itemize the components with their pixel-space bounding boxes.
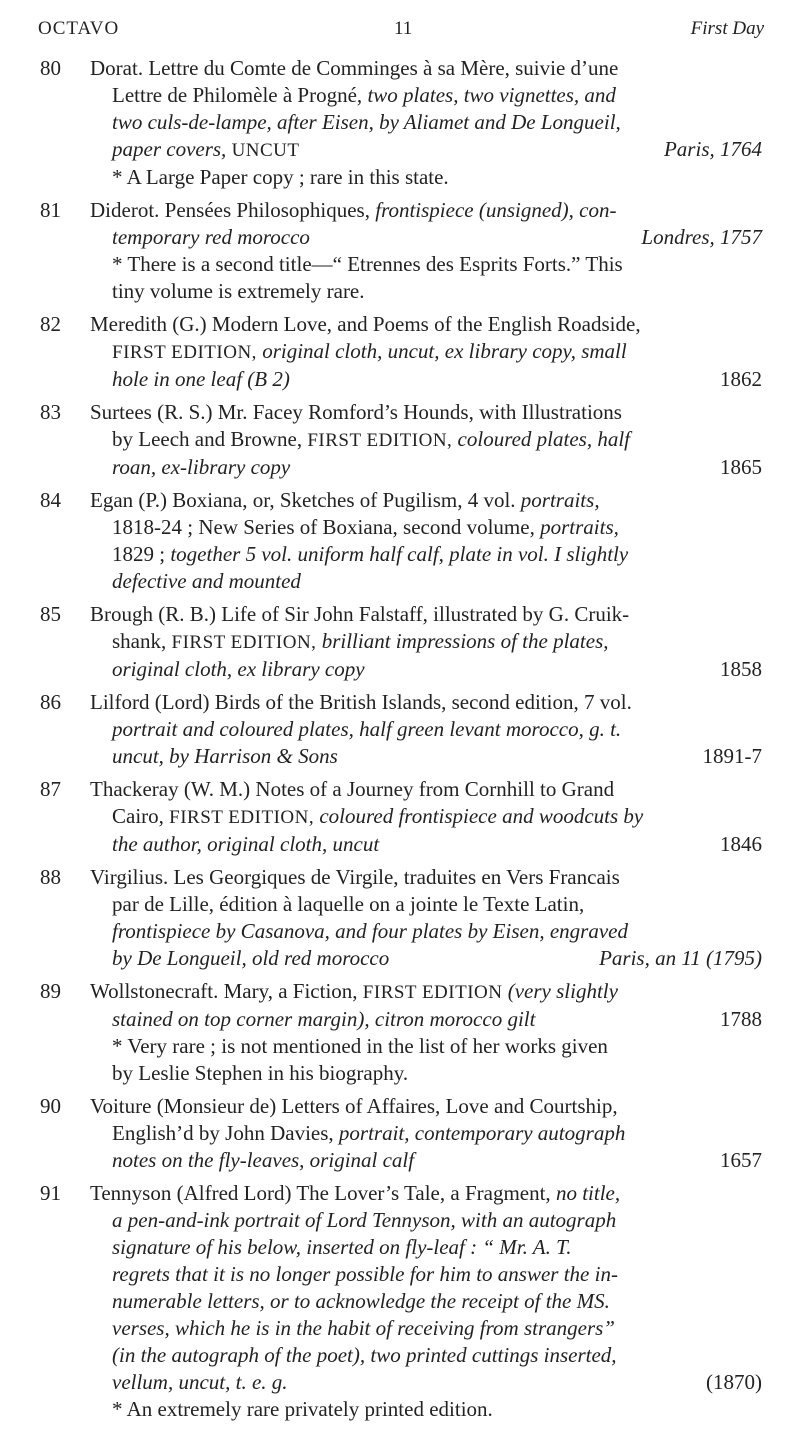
entry-text [112,717,621,741]
text-segment: (in the autograph of the poet), two printed cuttings inserted, [112,1343,617,1367]
catalogue-entry [0,487,800,595]
entry-text [112,136,300,164]
text-segment: original cloth, ex library copy [112,657,365,681]
entry-text [112,743,338,770]
catalogue-entry [0,978,800,1087]
entry-text [90,865,620,889]
entry-text [112,1369,288,1396]
catalogue-entry [0,197,800,305]
text-segment: * There is a second title—“ Etrennes des Esprits Forts.” This [112,252,623,276]
entry-text [112,83,616,107]
publication-date: 1865 [720,455,762,479]
entry-text [112,804,643,828]
entry-line [90,541,766,568]
entry-line [90,224,766,251]
catalogue-entry [0,864,800,972]
entry-text [112,1316,615,1340]
text-segment: 1818-24 ; New Series of Boxiana, second volume, [112,515,541,539]
text-segment: portrait and coloured plates, half green levant morocco, g. t. [112,717,622,741]
catalogue-entries [0,55,800,1429]
text-segment: roan, ex-library copy [112,455,291,479]
text-segment: no title, [555,1181,621,1205]
entry-line [90,1261,766,1288]
lot-number: 82 [40,312,61,336]
entry-line [90,278,766,305]
entry-text [112,1147,414,1174]
text-segment: Dorat. Lettre du Comte de Comminges à sa Mère, suivie d’une [90,56,619,80]
text-segment: Virgilius. Les Georgiques de Virgile, traduites en Vers Francais [90,865,620,889]
entry-line [90,864,766,891]
text-segment: verses, which he is in the habit of receiving from strangers” [112,1316,615,1340]
entry-text [90,56,618,80]
lot-number: 91 [40,1181,61,1205]
entry-line [90,601,766,628]
lot-number: 86 [40,690,61,714]
text-segment: Wollstonecraft. Mary, a Fiction, [90,979,363,1003]
entry-line [90,1315,766,1342]
entry-line [90,918,766,945]
text-segment: hole in one leaf (B 2) [112,367,290,391]
entry-text [112,1006,535,1033]
text-segment: * Very rare ; is not mentioned in the list of her works given [112,1034,608,1058]
entry-line [90,1180,766,1207]
text-segment: paper covers, [112,137,232,161]
text-segment: * A Large Paper copy ; rare in this state. [112,165,449,189]
text-segment: notes on the fly-leaves, original calf [112,1148,415,1172]
entry-line [90,891,766,918]
entry-line [90,716,766,743]
publication-date: 1846 [720,832,762,856]
entry-line [90,338,766,366]
lot-number: 88 [40,865,61,889]
entry-text [90,1094,618,1118]
catalogue-entry [0,776,800,858]
text-segment: FIRST EDITION, [307,430,458,451]
entry-text [112,1235,571,1259]
entry-text [112,629,609,653]
catalogue-entry [0,1093,800,1174]
text-segment: stained on top corner margin), citron morocco gilt [112,1007,536,1031]
entry-text [90,690,632,714]
entry-text [112,110,621,134]
text-segment: FIRST EDITION, [112,342,263,363]
publication-date: 1788 [720,1007,762,1031]
entry-text [112,919,628,943]
entry-text [90,1181,620,1205]
lot-number: 84 [40,488,61,512]
entry-text [112,1289,610,1313]
text-segment: Cairo, [112,804,170,828]
entry-line [90,109,766,136]
entry-text [112,1121,625,1145]
text-segment: portraits, [520,488,600,512]
entry-text [112,1208,616,1232]
entry-line [90,454,766,481]
lot-number: 85 [40,602,61,626]
text-segment: portrait, contemporary autograph [338,1121,626,1145]
entry-line [90,514,766,541]
entry-line [90,1060,766,1087]
text-segment: Surtees (R. S.) Mr. Facey Romford’s Hounds, with Illustrations [90,400,622,424]
text-segment: the author, original cloth, uncut [112,832,380,856]
entry-line [90,136,766,164]
entry-text [112,945,389,972]
entry-line [90,776,766,803]
text-segment: Diderot. Pensées Philosophiques, [90,198,376,222]
entry-text [112,1343,617,1367]
entry-line [90,1147,766,1174]
lot-number: 83 [40,400,61,424]
text-segment: by De Longueil, old red morocco [112,946,390,970]
entry-line [90,1033,766,1060]
text-segment: vellum, uncut, t. e. g. [112,1370,288,1394]
entry-text [112,831,379,858]
catalogue-entry [0,1180,800,1423]
entry-line [90,743,766,770]
text-segment: FIRST EDITION, [169,807,320,828]
entry-text [112,279,365,303]
text-segment: UNCUT [231,140,300,161]
entry-line [90,1234,766,1261]
publication-date: Londres, 1757 [641,225,762,249]
entry-line [90,1288,766,1315]
page-number: 11 [394,18,413,39]
entry-line [90,1006,766,1033]
entry-line [90,1120,766,1147]
entry-line [90,366,766,393]
text-segment: defective and mounted [112,569,301,593]
entry-text [112,165,449,189]
entry-text [90,602,629,626]
entry-text [112,427,630,451]
text-segment: FIRST EDITION [362,982,508,1003]
text-segment: frontispiece (unsigned), con- [375,198,617,222]
text-segment: Lilford (Lord) Birds of the British Islands, second edition, 7 vol. [90,690,632,714]
entry-line [90,945,766,972]
entry-text [112,1397,493,1421]
entry-line [90,1342,766,1369]
catalogue-entry [0,399,800,481]
text-segment: uncut, by Harrison & Sons [112,744,338,768]
entry-line [90,1369,766,1396]
text-segment: two culs-de-lampe, after Eisen, by Aliamet and De Longueil, [112,110,621,134]
publication-date: Paris, 1764 [663,137,762,161]
entry-line [90,164,766,191]
text-segment: English’d by John Davies, [112,1121,339,1145]
lot-number: 81 [40,198,61,222]
text-segment: coloured plates, half [457,427,630,451]
entry-line [90,197,766,224]
catalogue-entry [0,689,800,770]
catalogue-entry [0,311,800,393]
entry-text [112,454,290,481]
entry-line [90,1093,766,1120]
text-segment: Voiture (Monsieur de) Letters of Affaires, Love and Courtship, [90,1094,618,1118]
lot-number: 80 [40,56,61,80]
lot-number: 87 [40,777,61,801]
entry-text [112,366,290,393]
entry-line [90,426,766,454]
entry-text [112,252,623,276]
entry-line [90,803,766,831]
entry-line [90,568,766,595]
publication-date: 1862 [720,367,762,391]
entry-text [112,339,627,363]
text-segment: by Leslie Stephen in his biography. [112,1061,409,1085]
header-sale-day: First Day [690,18,764,39]
entry-line [90,399,766,426]
text-segment: shank, [112,629,172,653]
entry-line [90,831,766,858]
entry-line [90,55,766,82]
publication-date: Paris, an 11 (1795) [599,946,762,970]
entry-text [90,198,616,222]
entry-line [90,487,766,514]
publication-date: 1891-7 [702,744,762,768]
text-segment: Lettre de Philomèle à Progné, [112,83,368,107]
entry-line [90,1396,766,1423]
entry-text [90,312,641,336]
text-segment: tiny volume is extremely rare. [112,279,365,303]
text-segment: FIRST EDITION, [171,632,322,653]
text-segment: temporary red morocco [112,225,310,249]
entry-text [112,1262,618,1286]
text-segment: portraits, [540,515,619,539]
entry-line [90,311,766,338]
text-segment: frontispiece by Casanova, and four plates by Eisen, engraved [112,919,628,943]
entry-line [90,689,766,716]
entry-line [90,82,766,109]
entry-line [90,656,766,683]
entry-text [112,542,628,566]
text-segment: Tennyson (Alfred Lord) The Lover’s Tale, a Fragment, [90,1181,556,1205]
entry-text [112,892,584,916]
catalogue-entry [0,55,800,191]
entry-text [90,488,600,512]
publication-date: 1858 [720,657,762,681]
text-segment: brilliant impressions of the plates, [321,629,609,653]
entry-line [90,628,766,656]
text-segment: Meredith (G.) Modern Love, and Poems of the English Roadside, [90,312,641,336]
page-header [0,18,800,44]
text-segment: numerable letters, or to acknowledge the receipt of the MS. [112,1289,610,1313]
text-segment: a pen-and-ink portrait of Lord Tennyson, with an autograph [112,1208,617,1232]
entry-text [112,656,365,683]
entry-text [90,777,614,801]
entry-line [90,978,766,1006]
text-segment: by Leech and Browne, [112,427,308,451]
text-segment: * An extremely rare privately printed edition. [112,1397,493,1421]
entry-text [112,1034,608,1058]
text-segment: Egan (P.) Boxiana, or, Sketches of Pugilism, 4 vol. [90,488,521,512]
entry-text [112,1061,408,1085]
entry-text [90,400,622,424]
header-format: OCTAVO [38,18,120,39]
entry-line [90,1207,766,1234]
publication-date: 1657 [720,1148,762,1172]
entry-text [112,569,301,593]
entry-text [112,224,310,251]
text-segment: two plates, two vignettes, and [367,83,616,107]
text-segment: Brough (R. B.) Life of Sir John Falstaff, illustrated by G. Cruik- [90,602,630,626]
text-segment: 1829 ; [112,542,171,566]
text-segment: regrets that it is no longer possible for him to answer the in- [112,1262,618,1286]
publication-date: (1870) [706,1370,762,1394]
entry-line [90,251,766,278]
entry-text [112,515,619,539]
entry-text [90,979,618,1003]
text-segment: coloured frontispiece and woodcuts by [319,804,644,828]
text-segment: together 5 vol. uniform half calf, plate in vol. I slightly [170,542,629,566]
lot-number: 90 [40,1094,61,1118]
text-segment: par de Lille, édition à laquelle on a jointe le Texte Latin, [112,892,585,916]
text-segment: original cloth, uncut, ex library copy, small [262,339,627,363]
catalogue-entry [0,601,800,683]
lot-number: 89 [40,979,61,1003]
text-segment: Thackeray (W. M.) Notes of a Journey from Cornhill to Grand [90,777,615,801]
text-segment: (very slightly [507,979,618,1003]
text-segment: signature of his below, inserted on fly-leaf : “ Mr. A. T. [112,1235,572,1259]
